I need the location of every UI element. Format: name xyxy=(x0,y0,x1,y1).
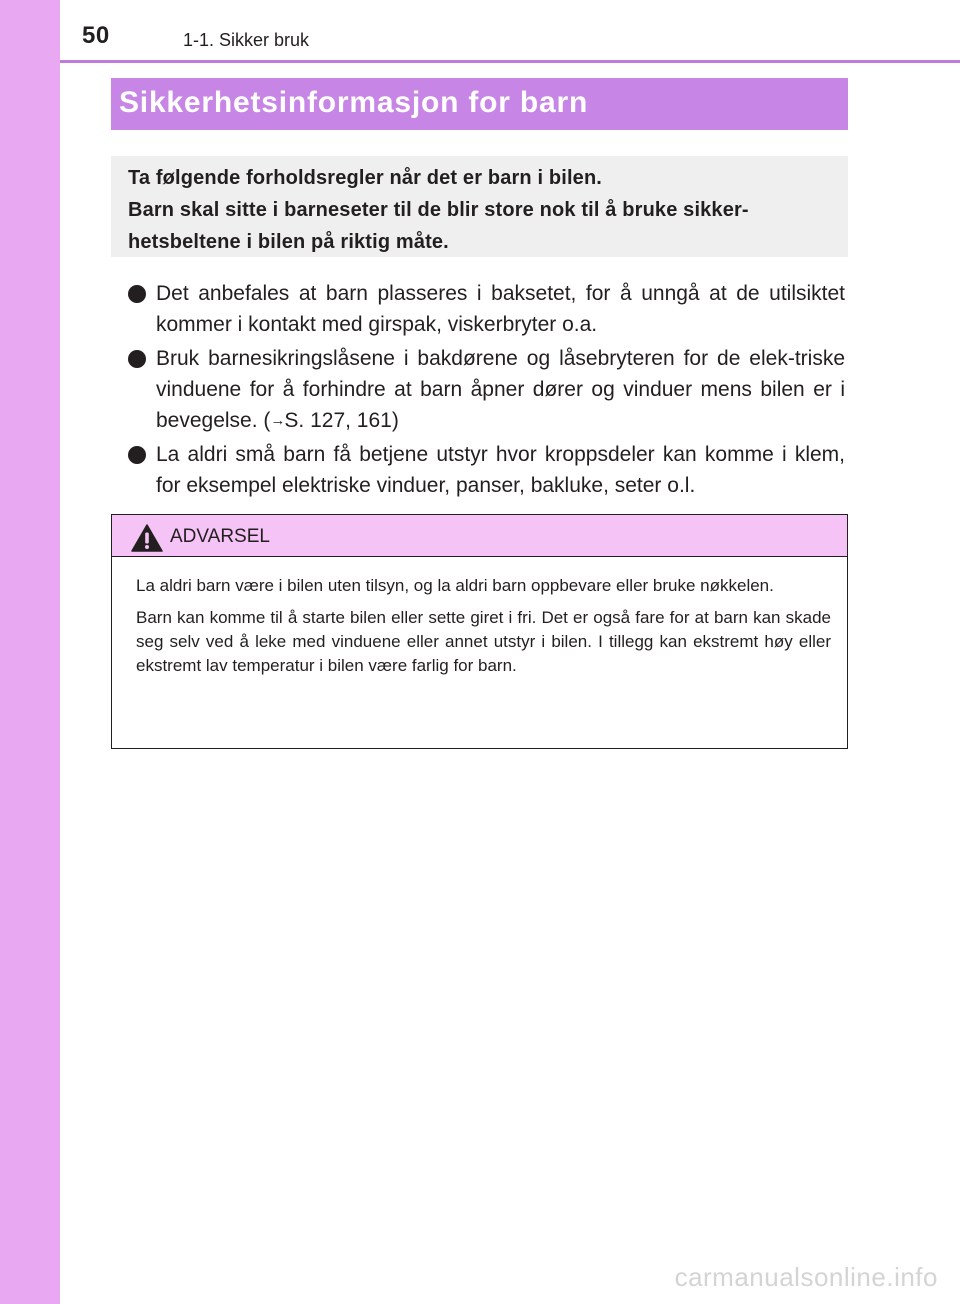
page-number: 50 xyxy=(82,22,110,49)
warning-box xyxy=(111,514,848,749)
bullet-text: Det anbefales at barn plasseres i baksetet, for å unngå at de utilsiktet kommer i kontakt med girspak, viskerbryter o.a. xyxy=(156,282,845,336)
page-reference-link[interactable]: S. 127, 161) xyxy=(284,409,399,432)
list-item xyxy=(125,439,845,501)
warning-body xyxy=(112,557,847,678)
section-title: Sikkerhetsinformasjon for barn xyxy=(111,78,848,130)
list-item xyxy=(125,278,845,340)
header-rule xyxy=(60,60,960,63)
bullet-text: La aldri små barn få betjene utstyr hvor kroppsdeler kan komme i klem, for eksempel elektriske vinduer, panser, bakluke, seter o.l. xyxy=(156,443,845,497)
warning-header xyxy=(112,515,847,557)
side-color-strip xyxy=(0,0,60,1304)
bullet-text-main: Bruk barnesikringslåsene i bakdørene og låsebryteren for de elek-triske vinduene for å forhindre at barn åpner dører og vinduer mens bilen er i bevegelse. ( xyxy=(156,347,845,432)
bullet-text xyxy=(156,343,845,436)
intro-line: Ta følgende forholdsregler når det er barn i bilen. xyxy=(128,167,603,189)
breadcrumb: 1-1. Sikker bruk xyxy=(183,30,310,50)
arrow-right-icon: → xyxy=(270,412,285,429)
footer-watermark: carmanualsonline.info xyxy=(674,1262,938,1292)
bullet-icon xyxy=(128,446,146,464)
warning-paragraph: Barn kan komme til å starte bilen eller sette giret i fri. Det er også fare for at barn kan skade seg selv ved å leke med vinduene eller annet utstyr i bilen. I tillegg kan ekstremt høy eller ekstremt lav temperatur i bilen være farlig for barn. xyxy=(136,608,831,675)
intro-line: Barn skal sitte i barneseter til de blir store nok til å bruke sikker- xyxy=(128,199,749,221)
intro-box xyxy=(111,156,848,257)
intro-line: hetsbeltene i bilen på riktig måte. xyxy=(128,231,449,253)
warning-triangle-icon xyxy=(131,524,163,552)
bullet-icon xyxy=(128,285,146,303)
warning-paragraph: La aldri barn være i bilen uten tilsyn, og la aldri barn oppbevare eller bruke nøkkelen. xyxy=(136,576,774,595)
list-item xyxy=(125,343,845,436)
warning-title: ADVARSEL xyxy=(170,526,270,547)
bullet-list xyxy=(125,278,845,504)
bullet-icon xyxy=(128,350,146,368)
